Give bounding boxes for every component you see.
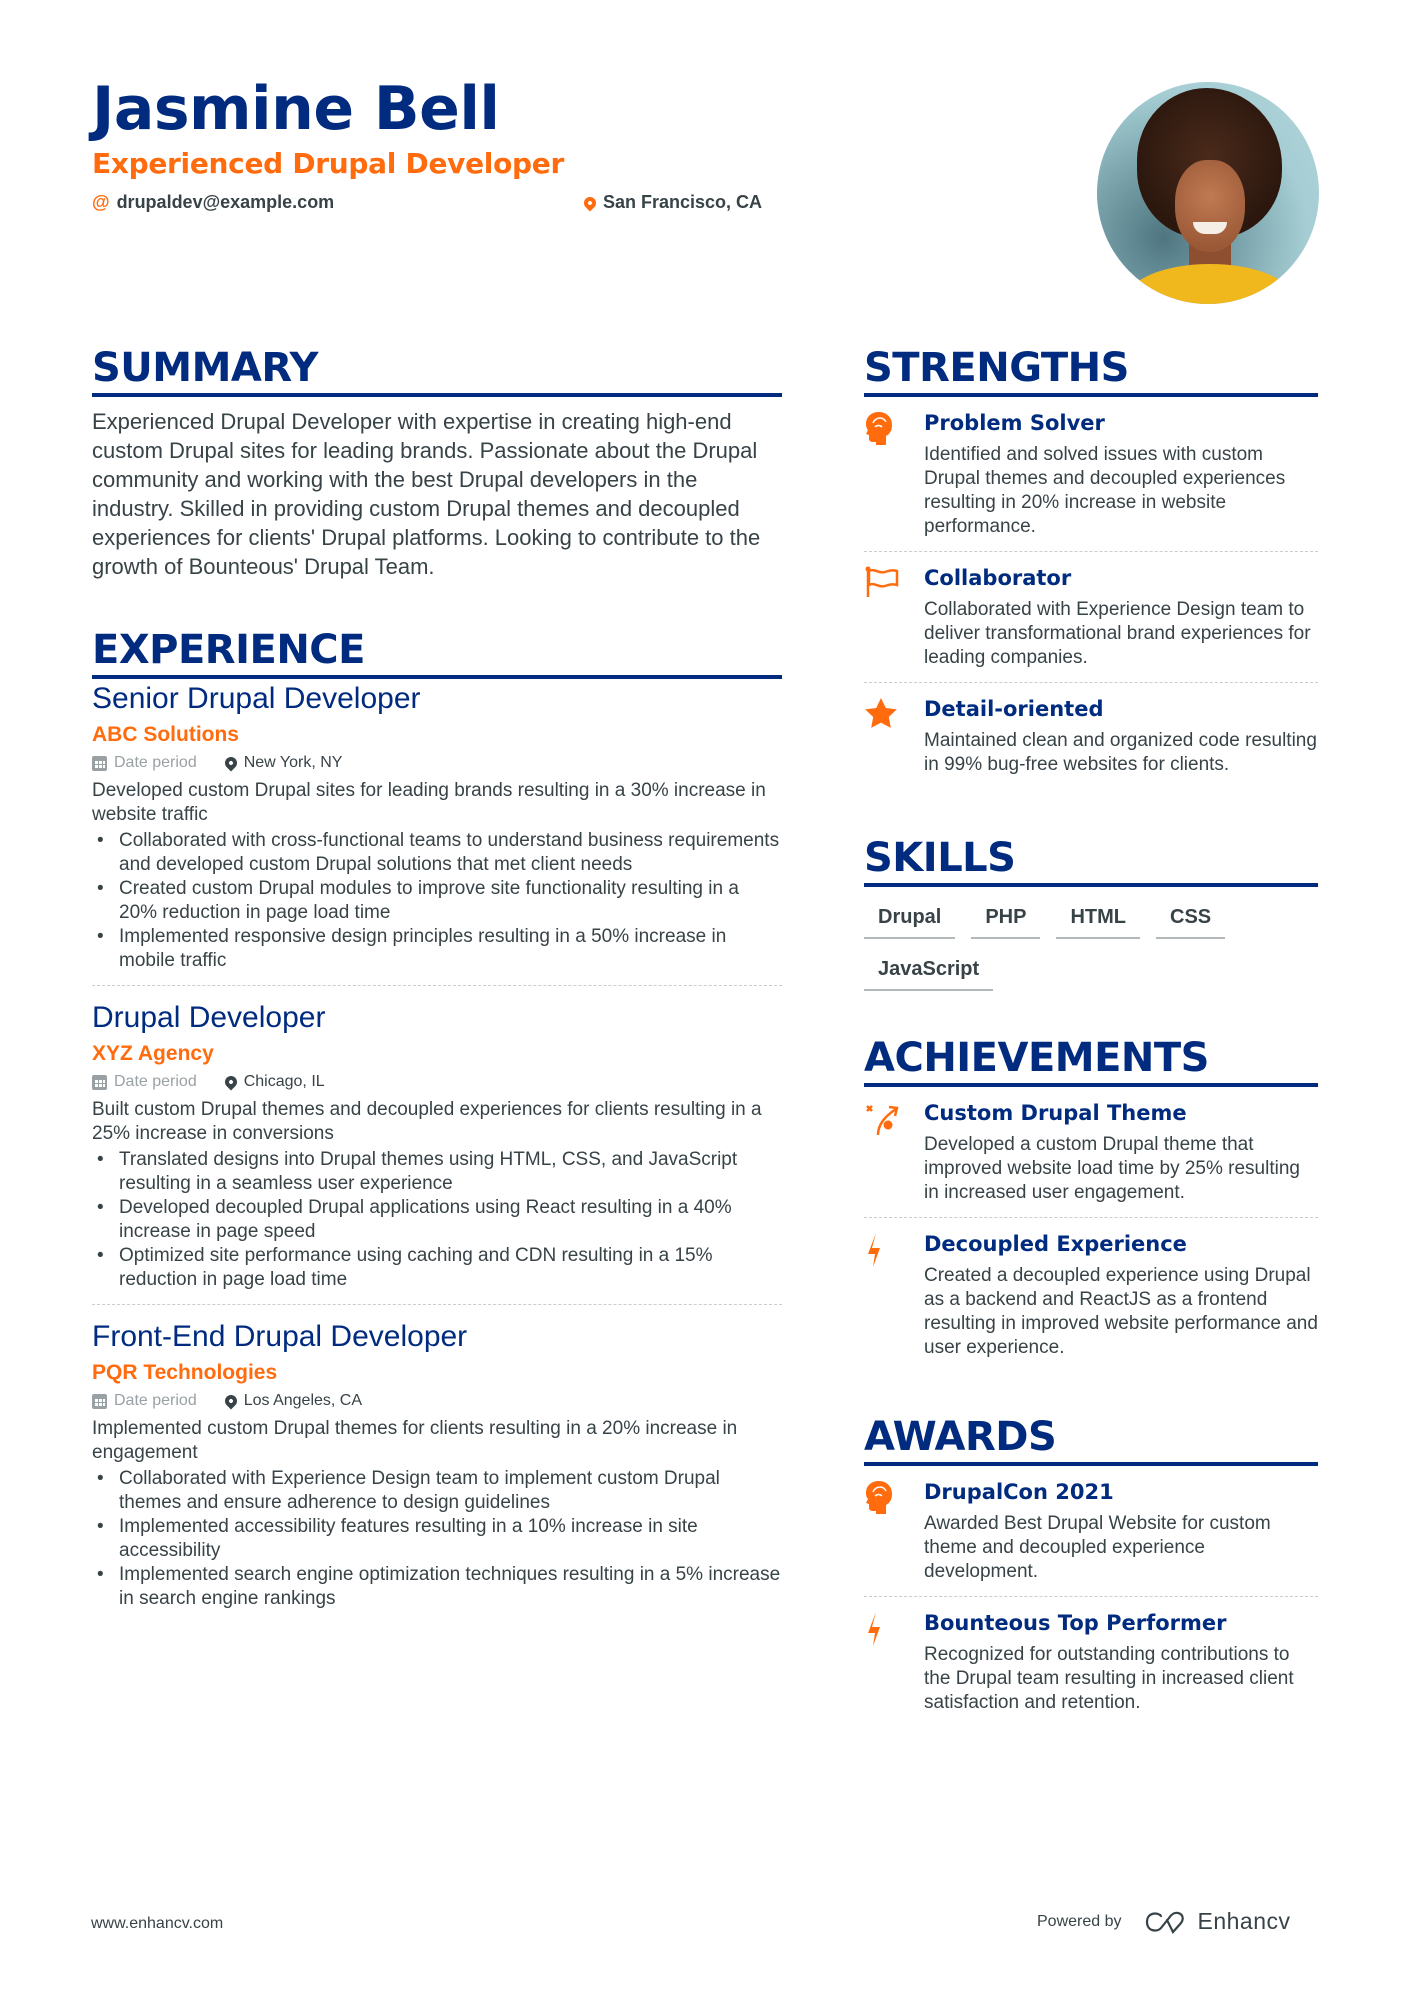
job-date: Date period bbox=[92, 1389, 197, 1413]
calendar-icon bbox=[92, 1394, 107, 1409]
contact-email[interactable] bbox=[92, 192, 334, 213]
award-item bbox=[864, 1597, 1318, 1727]
experience-section bbox=[92, 627, 782, 1623]
left-column bbox=[92, 345, 782, 1635]
strength-description: Identified and solved issues with custom Drupal themes and decoupled experiences resulting in 20% increase in website performance. bbox=[924, 444, 1286, 537]
award-title: DrupalCon 2021 bbox=[924, 1480, 1114, 1504]
job-location: Los Angeles, CA bbox=[225, 1389, 362, 1413]
candidate-title: Experienced Drupal Developer bbox=[92, 147, 564, 180]
summary-text: Experienced Drupal Developer with expertise in creating high-end custom Drupal sites for leading brands. Passionate about the Drupal community and working with the best Drupal developers in the industry. Skilled in providing custom Drupal themes and decoupled experiences for clients' Drupal platforms. Looking to contribute to the growth of Bounteous' Drupal Team. bbox=[92, 409, 761, 579]
bullet-item: • Developed decoupled Drupal applications using React resulting in a 40% increase in page speed bbox=[92, 1196, 782, 1244]
map-pin-icon bbox=[222, 1393, 239, 1410]
achievement-title: Decoupled Experience bbox=[924, 1232, 1187, 1256]
achievement-item bbox=[864, 1087, 1318, 1218]
bullet-item: • Collaborated with Experience Design team to implement custom Drupal themes and ensure adherence to design guidelines bbox=[92, 1467, 782, 1515]
calendar-icon bbox=[92, 756, 107, 771]
map-pin-icon bbox=[222, 755, 239, 772]
skill-tag: JavaScript bbox=[864, 951, 993, 991]
bullet-item: • Collaborated with cross-functional teams to understand business requirements and developed custom Drupal solutions that met client needs bbox=[92, 829, 782, 877]
company-name: ABC Solutions bbox=[92, 723, 239, 746]
skill-list bbox=[864, 899, 1318, 1003]
candidate-name: Jasmine Bell bbox=[92, 74, 500, 144]
footer-powered-by bbox=[1037, 1908, 1291, 1935]
brain-head-icon bbox=[864, 1478, 924, 1584]
brand-logo[interactable] bbox=[1144, 1908, 1291, 1935]
bullet-item: • Implemented search engine optimization techniques resulting in a 5% increase in search engine rankings bbox=[92, 1563, 782, 1611]
award-item bbox=[864, 1466, 1318, 1597]
award-title: Bounteous Top Performer bbox=[924, 1611, 1227, 1635]
job-location: Chicago, IL bbox=[225, 1070, 325, 1094]
contact-location bbox=[584, 192, 762, 213]
job-title: Front-End Drupal Developer bbox=[92, 1320, 468, 1353]
bullet-item: • Optimized site performance using caching and CDN resulting in a 15% reduction in page load time bbox=[92, 1244, 782, 1292]
skills-section bbox=[864, 835, 1318, 1003]
job-meta bbox=[92, 751, 782, 775]
job-location: New York, NY bbox=[225, 751, 343, 775]
skill-tag: Drupal bbox=[864, 899, 955, 939]
job-bullets bbox=[92, 1467, 782, 1611]
email-text: drupaldev@example.com bbox=[116, 192, 335, 212]
profile-photo bbox=[1097, 82, 1319, 304]
job-entry bbox=[92, 998, 782, 1305]
section-heading-skills: SKILLS bbox=[864, 835, 1318, 887]
skill-tag: CSS bbox=[1156, 899, 1225, 939]
right-column bbox=[864, 345, 1318, 1727]
job-date: Date period bbox=[92, 1070, 197, 1094]
company-name: PQR Technologies bbox=[92, 1361, 278, 1384]
job-meta bbox=[92, 1070, 782, 1094]
brain-head-icon bbox=[864, 409, 924, 539]
job-bullets bbox=[92, 1148, 782, 1292]
resume-header bbox=[92, 74, 792, 218]
bullet-item: • Implemented accessibility features resulting in a 10% increase in site accessibility bbox=[92, 1515, 782, 1563]
strength-title: Problem Solver bbox=[924, 411, 1105, 435]
section-heading-summary: SUMMARY bbox=[92, 345, 782, 397]
achievements-section bbox=[864, 1035, 1318, 1372]
award-description: Awarded Best Drupal Website for custom theme and decoupled experience development. bbox=[924, 1513, 1271, 1582]
section-heading-experience: EXPERIENCE bbox=[92, 627, 782, 679]
powered-by-label: Powered by bbox=[1037, 1912, 1122, 1930]
lightning-bolt-icon bbox=[864, 1230, 924, 1360]
job-meta bbox=[92, 1389, 782, 1413]
bullet-item: • Implemented responsive design principles resulting in a 50% increase in mobile traffic bbox=[92, 925, 782, 973]
map-pin-icon bbox=[222, 1074, 239, 1091]
strength-title: Detail-oriented bbox=[924, 697, 1104, 721]
job-bullets bbox=[92, 829, 782, 973]
achievement-description: Developed a custom Drupal theme that improved website load time by 25% resulting in increased user engagement. bbox=[924, 1134, 1300, 1203]
award-description: Recognized for outstanding contributions to the Drupal team resulting in increased client satisfaction and retention. bbox=[924, 1644, 1294, 1713]
achievement-item bbox=[864, 1218, 1318, 1372]
job-description: Developed custom Drupal sites for leading brands resulting in a 30% increase in website traffic bbox=[92, 780, 766, 825]
location-text: San Francisco, CA bbox=[603, 192, 763, 212]
star-icon bbox=[864, 695, 924, 777]
strength-item bbox=[864, 552, 1318, 683]
calendar-icon bbox=[92, 1075, 107, 1090]
job-date: Date period bbox=[92, 751, 197, 775]
brand-name: Enhancv bbox=[1197, 1908, 1291, 1934]
strategy-path-icon bbox=[864, 1099, 924, 1205]
job-title: Drupal Developer bbox=[92, 1001, 326, 1034]
section-heading-strengths: STRENGTHS bbox=[864, 345, 1318, 397]
strength-description: Collaborated with Experience Design team to deliver transformational brand experiences for leading companies. bbox=[924, 599, 1311, 668]
job-title: Senior Drupal Developer bbox=[92, 682, 421, 715]
section-heading-awards: AWARDS bbox=[864, 1414, 1318, 1466]
job-entry bbox=[92, 1317, 782, 1623]
contact-row bbox=[92, 192, 792, 218]
achievement-title: Custom Drupal Theme bbox=[924, 1101, 1187, 1125]
flag-icon bbox=[864, 564, 924, 670]
skill-tag: HTML bbox=[1056, 899, 1140, 939]
map-pin-icon bbox=[582, 194, 599, 211]
company-name: XYZ Agency bbox=[92, 1042, 214, 1065]
awards-section bbox=[864, 1414, 1318, 1727]
skill-tag: PHP bbox=[971, 899, 1040, 939]
strength-item bbox=[864, 683, 1318, 789]
strength-description: Maintained clean and organized code resulting in 99% bug-free websites for clients. bbox=[924, 730, 1317, 775]
job-description: Implemented custom Drupal themes for clients resulting in a 20% increase in engagement bbox=[92, 1418, 738, 1463]
strength-title: Collaborator bbox=[924, 566, 1072, 590]
bullet-item: • Translated designs into Drupal themes using HTML, CSS, and JavaScript resulting in a seamless user experience bbox=[92, 1148, 782, 1196]
job-description: Built custom Drupal themes and decoupled experiences for clients resulting in a 25% increase in conversions bbox=[92, 1099, 762, 1144]
bullet-item: • Created custom Drupal modules to improve site functionality resulting in a 20% reduction in page load time bbox=[92, 877, 782, 925]
lightning-bolt-icon bbox=[864, 1609, 924, 1715]
section-heading-achievements: ACHIEVEMENTS bbox=[864, 1035, 1318, 1087]
footer-website-link[interactable]: www.enhancv.com bbox=[91, 1915, 224, 1932]
strength-item bbox=[864, 397, 1318, 552]
at-icon: @ bbox=[92, 192, 110, 212]
summary-section bbox=[92, 345, 782, 581]
job-entry bbox=[92, 679, 782, 986]
achievement-description: Created a decoupled experience using Drupal as a backend and ReactJS as a frontend resulting in improved website performance and user experience. bbox=[924, 1265, 1318, 1358]
strengths-section bbox=[864, 345, 1318, 789]
enhancv-logo-icon bbox=[1144, 1910, 1188, 1934]
